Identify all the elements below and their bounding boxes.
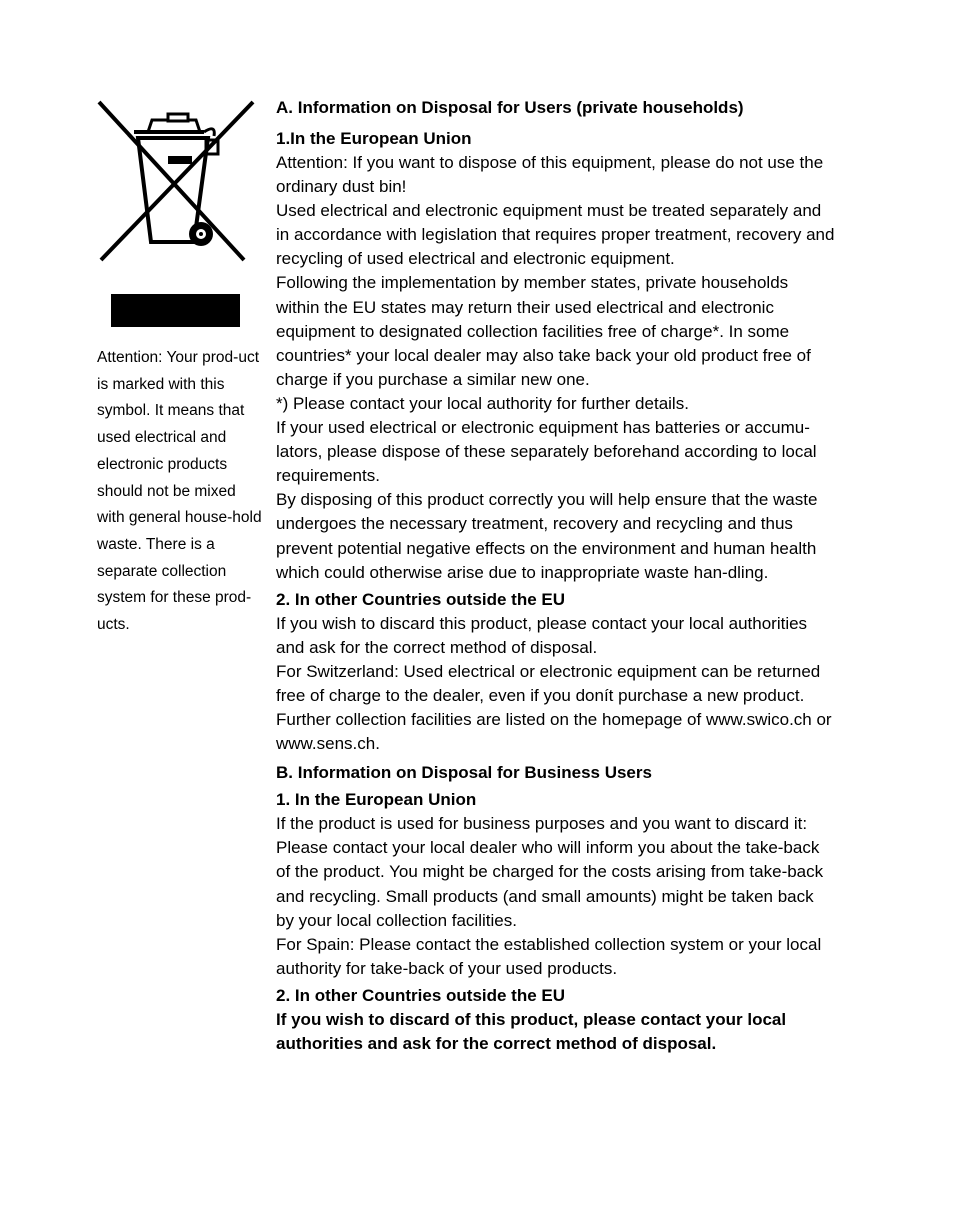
section-b-eu-paragraph: Please contact your local dealer who will inform you about the take-back of the product. You might be charged for the costs arising from take-back and recycling. Small products (and small amounts) might be taken back by your local collection facilities.: [276, 838, 824, 930]
section-a-other-paragraph: If you wish to discard this product, please contact your local authorities and ask for the correct method of disposal.: [276, 613, 808, 657]
section-b-eu-paragraph: For Spain: Please contact the established collection system or your local authority for take-back of your used products.: [276, 934, 822, 978]
section-b-heading: B. Information on Disposal for Business Users: [276, 763, 652, 783]
section-b-eu-paragraph: If the product is used for business purposes and you want to discard it:: [276, 814, 808, 834]
section-b-other-paragraph: If you wish to discard of this product, please contact your local authorities and ask for the correct method of disposal.: [276, 1009, 787, 1053]
section-a-eu-paragraph: Used electrical and electronic equipment must be treated separately and in accordance with legislation that requires proper treatment, recovery and recycling of used electrical and electronic equipment.: [276, 201, 835, 269]
black-bar: [111, 294, 240, 327]
sidebar: [96, 98, 262, 634]
section-a-eu-paragraph: Following the implementation by member states, private households within the EU states may return their used electrical and electronic equipment to designated collection facilities free of charge*. In some countries* your local dealer may also take back your old product free of charge if you purchase a similar new one.: [276, 273, 811, 389]
crossed-out-wheelie-bin-icon: [96, 98, 256, 266]
main-content: [276, 96, 836, 1056]
section-a-other-heading: 2. In other Countries outside the EU: [276, 589, 566, 609]
section-b-eu-heading: 1. In the European Union: [276, 790, 477, 810]
section-a-heading: A. Information on Disposal for Users (private households): [276, 98, 744, 117]
section-a-eu-paragraph: *) Please contact your local authority for further details.: [276, 393, 689, 413]
section-a-eu-heading: 1.In the European Union: [276, 129, 472, 148]
symbol-note: Attention: Your prod-uct is marked with this symbol. It means that used electrical and electronic products should not be mixed with general house-hold waste. There is a separate collection system for these prod-ucts.: [97, 349, 262, 634]
section-a-other-paragraph: For Switzerland: Used electrical or electronic equipment can be returned free of charge to the dealer, even if you donít purchase a new product. Further collection facilities are listed on the homepage of www.swico.ch or www.sens.ch.: [276, 661, 832, 754]
section-b-other-heading: 2. In other Countries outside the EU: [276, 985, 566, 1005]
section-a-eu-paragraph: If your used electrical or electronic equipment has batteries or accumu-lators, please dispose of these separately beforehand according to local requirements.: [276, 418, 817, 486]
section-a-eu-paragraph: Attention: If you want to dispose of this equipment, please do not use the ordinary dust bin!: [276, 153, 824, 197]
section-a-eu-paragraph: By disposing of this product correctly you will help ensure that the waste undergoes the necessary treatment, recovery and recycling and thus prevent potential negative effects on the environment and human health which could otherwise arise due to inappropriate waste han-dling.: [276, 490, 818, 582]
